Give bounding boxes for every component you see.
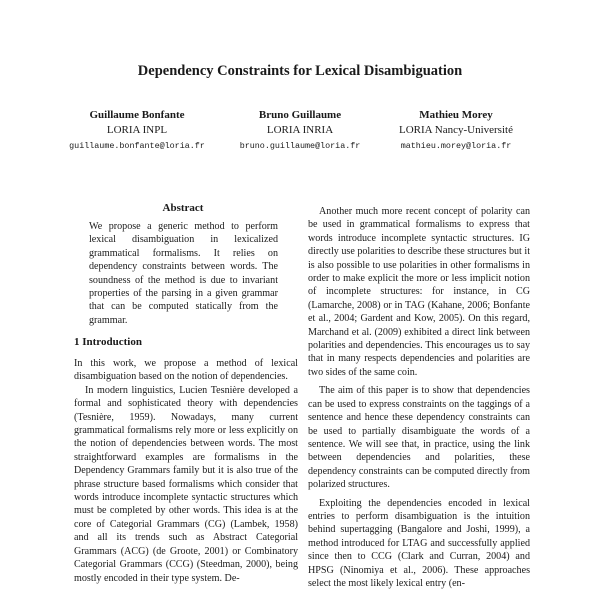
section-heading: 1 Introduction bbox=[74, 336, 142, 348]
author-block bbox=[383, 108, 529, 154]
paragraph: Another much more recent concept of polarity can be used in grammatical formalisms to express that words introduce incomplete syntactic structures. IG directly use polarities to describe these structures but it is also possible to use polarities in other formalisms in order to make explicit the more or less implicit notion of incomplete structures: for instance, in CG (Lamarche, 2008) or in TAG (Kahane, 2006; Bonfante et al., 2004; Gardent and Kow, 2005). On this regard, Marchand et al. (2009) exhibited a direct link between polarities and dependencies. This encourages us to say that in many respects dependencies and polarities are two sides of the same coin. bbox=[308, 206, 530, 378]
author-affiliation: LORIA Nancy-Université bbox=[399, 123, 513, 136]
author-email: guillaume.bonfante@loria.fr bbox=[69, 141, 205, 151]
paragraph: In modern linguistics, Lucien Tesnière developed a formal and sophisticated theory with dependencies (Tesnière, 1959). Nowadays, many current grammatical formalisms rely more or less explicitly on the notion of dependencies between words. The most straightforward examples are formalisms in the Dependency Grammars family but it is also true of the phrase structure based formalisms which consider that words introduce incomplete syntactic structures which must be completed by other words. This idea is at the core of Categorial Grammars (CG) (Lambek, 1958) and all its trends such as Abstract Categorial Grammars (ACG) (de Groote, 2001) or Combinatory Categorial Grammars (CCG) (Steedman, 2000), being mostly encoded in their type system. De- bbox=[74, 384, 298, 584]
paper-title: Dependency Constraints for Lexical Disambiguation bbox=[137, 63, 463, 79]
author-name: Guillaume Bonfante bbox=[89, 109, 185, 121]
author-affiliation: LORIA INRIA bbox=[266, 123, 334, 136]
paragraph: Exploiting the dependencies encoded in lexical entries to perform disambiguation is the intuition behind supertagging (Bangalore and Joshi, 1999), a method introduced for LTAG and successfully applied since then to CCG (Clark and Curran, 2004) and HPSG (Ninomiya et al., 2006). These approaches select the most likely lexical entry (en- bbox=[308, 497, 530, 589]
paragraph: The aim of this paper is to show that dependencies can be used to express constraints on the taggings of a sentence and hence these dependency constraints can be used to partially disambiguate the words of a sentence. We will see that, in practice, using the link between dependencies and polarities, these dependency constraints can be computed directly from polarized structures. bbox=[308, 385, 530, 491]
abstract-heading: Abstract bbox=[162, 202, 204, 214]
author-block bbox=[230, 108, 370, 154]
author-name: Bruno Guillaume bbox=[258, 109, 342, 121]
author-block bbox=[62, 108, 212, 154]
author-email: bruno.guillaume@loria.fr bbox=[239, 141, 361, 151]
abstract-text: We propose a generic method to perform lexical disambiguation in lexicalized grammatical formalisms. It relies on dependency constraints between words. The soundness of the method is due to invariant properties of the parsing in a given grammar that can be computed statically from the grammar. bbox=[89, 221, 278, 326]
paragraph: In this work, we propose a method of lexical disambiguation based on the notion of dependencies. bbox=[74, 358, 298, 383]
left-column bbox=[74, 357, 298, 600]
right-column bbox=[308, 205, 530, 600]
author-email: mathieu.morey@loria.fr bbox=[400, 141, 512, 151]
author-affiliation: LORIA INPL bbox=[106, 123, 168, 136]
author-name: Mathieu Morey bbox=[419, 109, 493, 121]
